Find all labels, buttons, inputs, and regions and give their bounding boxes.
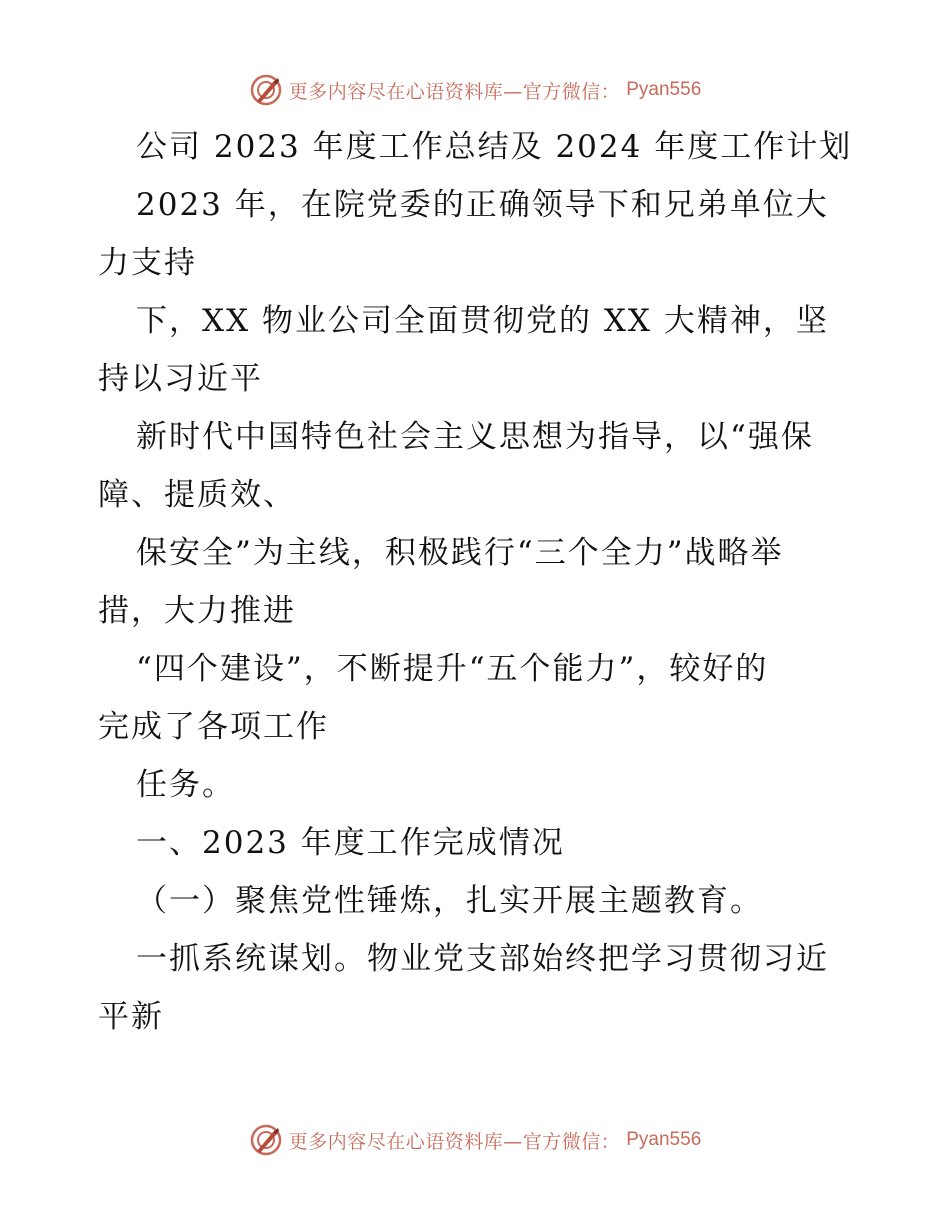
paragraph-line: 保安全”为主线，积极践行“三个全力”战略举 (136, 535, 784, 571)
document-body (98, 118, 858, 1046)
paragraph-line: 持以习近平 (98, 361, 263, 397)
paragraph-line: 任务。 (136, 767, 235, 803)
paragraph-line: 新时代中国特色社会主义思想为指导，以“强保 (136, 419, 814, 455)
paragraph-line: 措，大力推进 (98, 593, 296, 629)
header-watermark (0, 70, 950, 110)
watermark-text: 更多内容尽在心语资料库—官方微信： (288, 1130, 621, 1153)
pen-circle-logo-icon (249, 1123, 283, 1157)
pen-circle-logo-icon (249, 73, 283, 107)
paragraph-line: 障、提质效、 (98, 477, 296, 513)
paragraph-line: 2023 年，在院党委的正确领导下和兄弟单位大 (136, 187, 829, 223)
subsection-heading: （一）聚焦党性锤炼，扎实开展主题教育。 (136, 883, 763, 919)
paragraph-line: “四个建设”，不断提升“五个能力”，较好的 (136, 651, 769, 687)
paragraph-line: 一抓系统谋划。物业党支部始终把学习贯彻习近 (136, 941, 829, 977)
document-title: 公司 2023 年度工作总结及 2024 年度工作计划 (136, 129, 853, 165)
paragraph-line: 力支持 (98, 245, 197, 281)
paragraph-line: 平新 (98, 999, 164, 1035)
watermark-wechat-id: Pyan556 (626, 1129, 702, 1150)
watermark-text: 更多内容尽在心语资料库—官方微信： (288, 80, 621, 103)
paragraph-line: 下，XX 物业公司全面贯彻党的 XX 大精神，坚 (136, 303, 829, 339)
watermark-wechat-id: Pyan556 (626, 79, 702, 100)
paragraph-line: 完成了各项工作 (98, 709, 329, 745)
footer-watermark (0, 1120, 950, 1160)
section-heading: 一、2023 年度工作完成情况 (136, 825, 565, 861)
